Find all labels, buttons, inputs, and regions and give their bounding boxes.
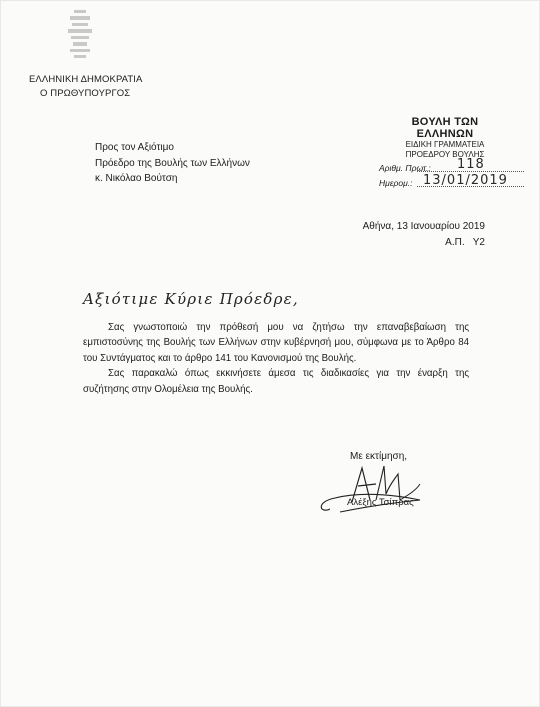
body-paragraph-2: Σας παρακαλώ όπως εκκινήσετε άμεσα τις διαδικασίες για την έναρξη της συζήτησης στην Ολομέλεια της Βουλής. (83, 368, 469, 395)
place-date-block (363, 219, 485, 251)
stamp-title: ΒΟΥΛΗ ΤΩΝ ΕΛΛΗΝΩΝ (411, 116, 479, 140)
stamp-subtitle-2: ΠΡΟΕΔΡΟΥ ΒΟΥΛΗΣ (405, 150, 485, 159)
stamp-date-row (379, 175, 524, 190)
stamp-number-label: Αριθμ. Πρωτ.: (379, 163, 431, 173)
place-date: Αθήνα, 13 Ιανουαρίου 2019 (362, 221, 485, 232)
handwritten-signature (300, 454, 450, 524)
stamp-number-handwritten: 118 (457, 157, 485, 172)
stamp-date-handwritten: 13/01/2019 (423, 173, 508, 188)
sender-header (29, 73, 143, 101)
parliament-receipt-stamp (379, 116, 524, 190)
stamp-subtitle-1: ΕΙΔΙΚΗ ΓΡΑΜΜΑΤΕΙΑ (405, 140, 485, 149)
handwritten-salutation: Αξιότιμε Κύριε Πρόεδρε, (83, 290, 299, 308)
recipient-line-2: Πρόεδρο της Βουλής των Ελλήνων (95, 157, 250, 169)
body-paragraph-1: Σας γνωστοποιώ την πρόθεσή μου να ζητήσω την επαναβεβαίωση της εμπιστοσύνης της Βουλής των Ελλήνων στην κυβέρνησή μου, σύμφωνα με το Άρθρο 84 του Συντάγματος και το άρθρο 141 του Κανονισμού της Βουλής. (83, 322, 469, 364)
signatory-name: Αλέξης Τσίπρας (347, 497, 414, 508)
recipient-line-1: Προς τον Αξιότιμο (95, 142, 174, 153)
letter-body (83, 320, 469, 397)
recipient-block (95, 140, 250, 187)
sender-country: ΕΛΛΗΝΙΚΗ ΔΗΜΟΚΡΑΤΙΑ (29, 74, 143, 85)
greek-coat-of-arms-emblem (60, 8, 100, 68)
reference-number: Α.Π. Υ2 (445, 237, 485, 248)
recipient-line-3: κ. Νικόλαο Βούτση (95, 173, 178, 184)
stamp-date-label: Ημερομ.: (379, 178, 413, 188)
sender-office: Ο ΠΡΩΘΥΠΟΥΡΓΟΣ (40, 88, 131, 99)
closing-line: Με εκτίμηση, (350, 451, 408, 462)
